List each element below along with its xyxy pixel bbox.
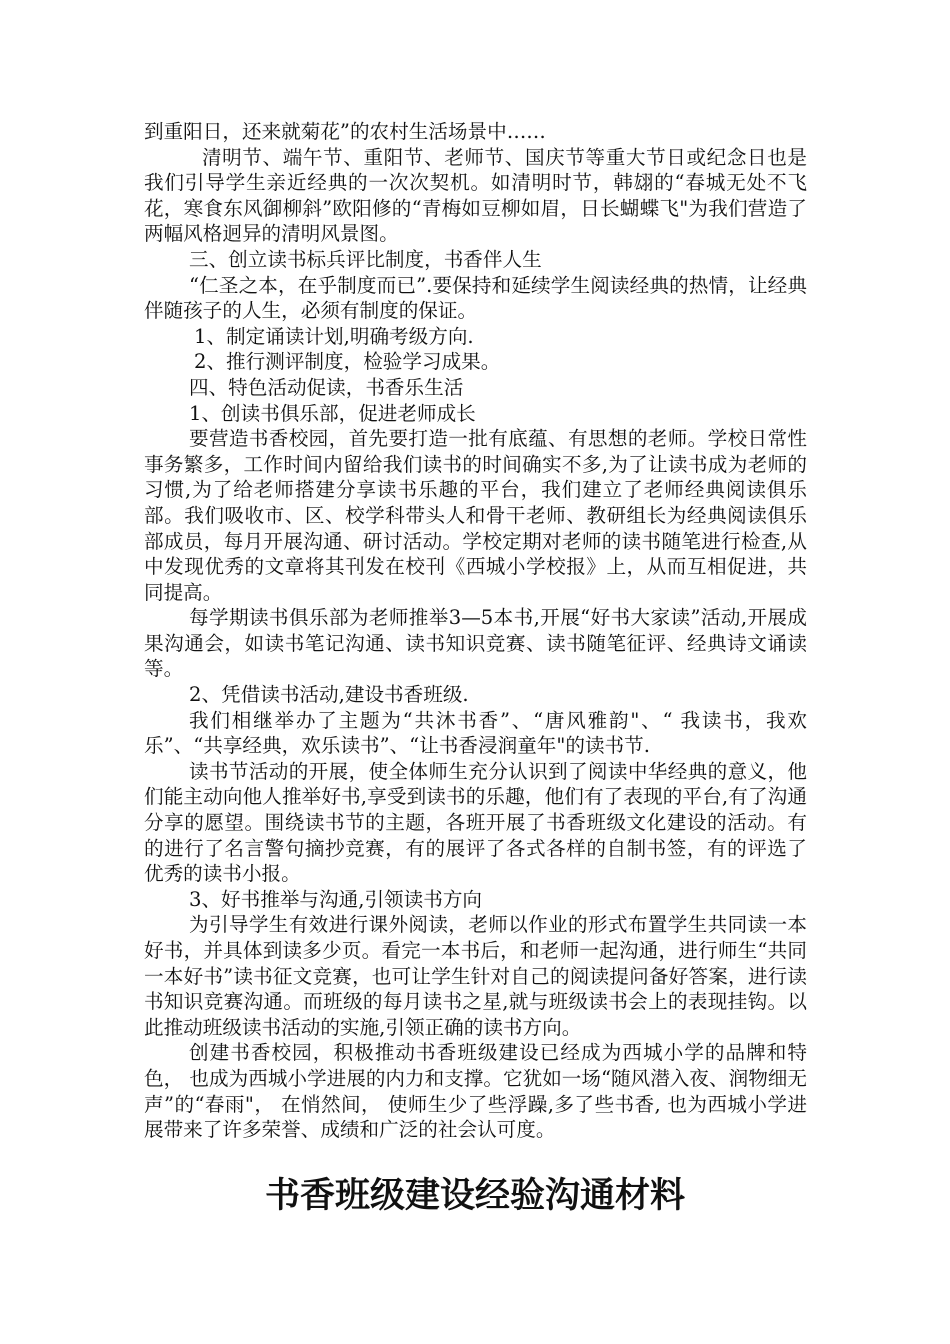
section-heading-3: 三、创立读书标兵评比制度，书香伴人生	[189, 247, 542, 271]
paragraph-reading-festival-themes: 我们相继举办了主题为“共沐书香”、“唐风雅韵"、“ 我读书，我欢乐”、“共享经典，欢乐读书”、“让书香浸润童年"的读书节.	[144, 708, 807, 758]
subheading-4-1: 1、创读书俱乐部，促进老师成长	[189, 401, 476, 425]
paragraph-reading-festival-effect: 读书节活动的开展，使全体师生充分认识到了阅读中华经典的意义，他们能主动向他人推举好书,享受到读书的乐趣，他们有了表现的平台,有了沟通分享的愿望。围绕读书节的主题，各班开展了书香班级文化建设的活动。有的进行了名言警句摘抄竞赛，有的展评了各式各样的自制书签，有的评选了优秀的读书小报。	[144, 759, 807, 886]
paragraph-book-recommend: 每学期读书俱乐部为老师推举3—5本书,开展“好书大家读”活动,开展成果沟通会，如读书笔记沟通、读书知识竞赛、读书随笔征评、经典诗文诵读等。	[144, 606, 807, 681]
paragraph-book-sharing: 为引导学生有效进行课外阅读，老师以作业的形式布置学生共同读一本好书，并具体到读多少页。看完一本书后，和老师一起沟通，进行师生“共同一本好书”读书征文竞赛，也可让学生针对自己的阅读提问备好答案，进行读书知识竞赛沟通。而班级的每月读书之星,就与班级读书会上的表现挂钩。以此推动班级读书活动的实施,引领正确的读书方向。	[144, 913, 807, 1039]
paragraph-system: “仁圣之本，在乎制度而已”.要保持和延续学生阅读经典的热情，让经典伴随孩子的人生，必须有制度的保证。	[144, 273, 807, 323]
document-body	[144, 119, 807, 1143]
subheading-4-2: 2、凭借读书活动,建设书香班级.	[189, 683, 469, 707]
paragraph-teacher-club: 要营造书香校园，首先要打造一批有底蕴、有思想的老师。学校日常性事务繁多，工作时间内留给我们读书的时间确实不多,为了让读书成为老师的习惯,为了给老师搭建分享读书乐趣的平台，我们建立了老师经典阅读俱乐部。我们吸收市、区、校学科带头人和骨干老师、教研组长为经典阅读俱乐部成员，每月开展沟通、研讨活动。学校定期对老师的读书随笔进行检查,从中发现优秀的文章将其刊发在校刊《西城小学校报》上，从而互相促进，共同提高。	[144, 427, 807, 604]
paragraph-festivals: 清明节、端午节、重阳节、老师节、国庆节等重大节日或纪念日也是我们引导学生亲近经典的一次次契机。如清明时节，韩翃的“春城无处不飞花，寒食东风御柳斜”欧阳修的“青梅如豆柳如眉，日长蝴蝶飞"为我们营造了两幅风格迥异的清明风景图。	[144, 145, 807, 246]
subheading-4-3: 3、好书推举与沟通,引领读书方向	[189, 887, 483, 911]
paragraph-continuation: 到重阳日，还来就菊花”的农村生活场景中……	[144, 120, 546, 143]
item-3-2: 2、推行测评制度，检验学习成果。	[194, 350, 501, 374]
document-title: 书香班级建设经验沟通材料	[264, 1176, 685, 1216]
item-3-1: 1、制定诵读计划,明确考级方向.	[194, 324, 474, 348]
section-heading-4: 四、特色活动促读，书香乐生活	[189, 375, 464, 399]
paragraph-conclusion: 创建书香校园，积极推动书香班级建设已经成为西城小学的品牌和特色， 也成为西城小学进展的内力和支撑。它犹如一场“随风潜入夜、润物细无声”的“春雨"， 在悄然间， 使师生少了些浮躁,多了些书香, 也为西城小学进展带来了许多荣誉、成绩和广泛的社会认可度。	[144, 1041, 807, 1142]
